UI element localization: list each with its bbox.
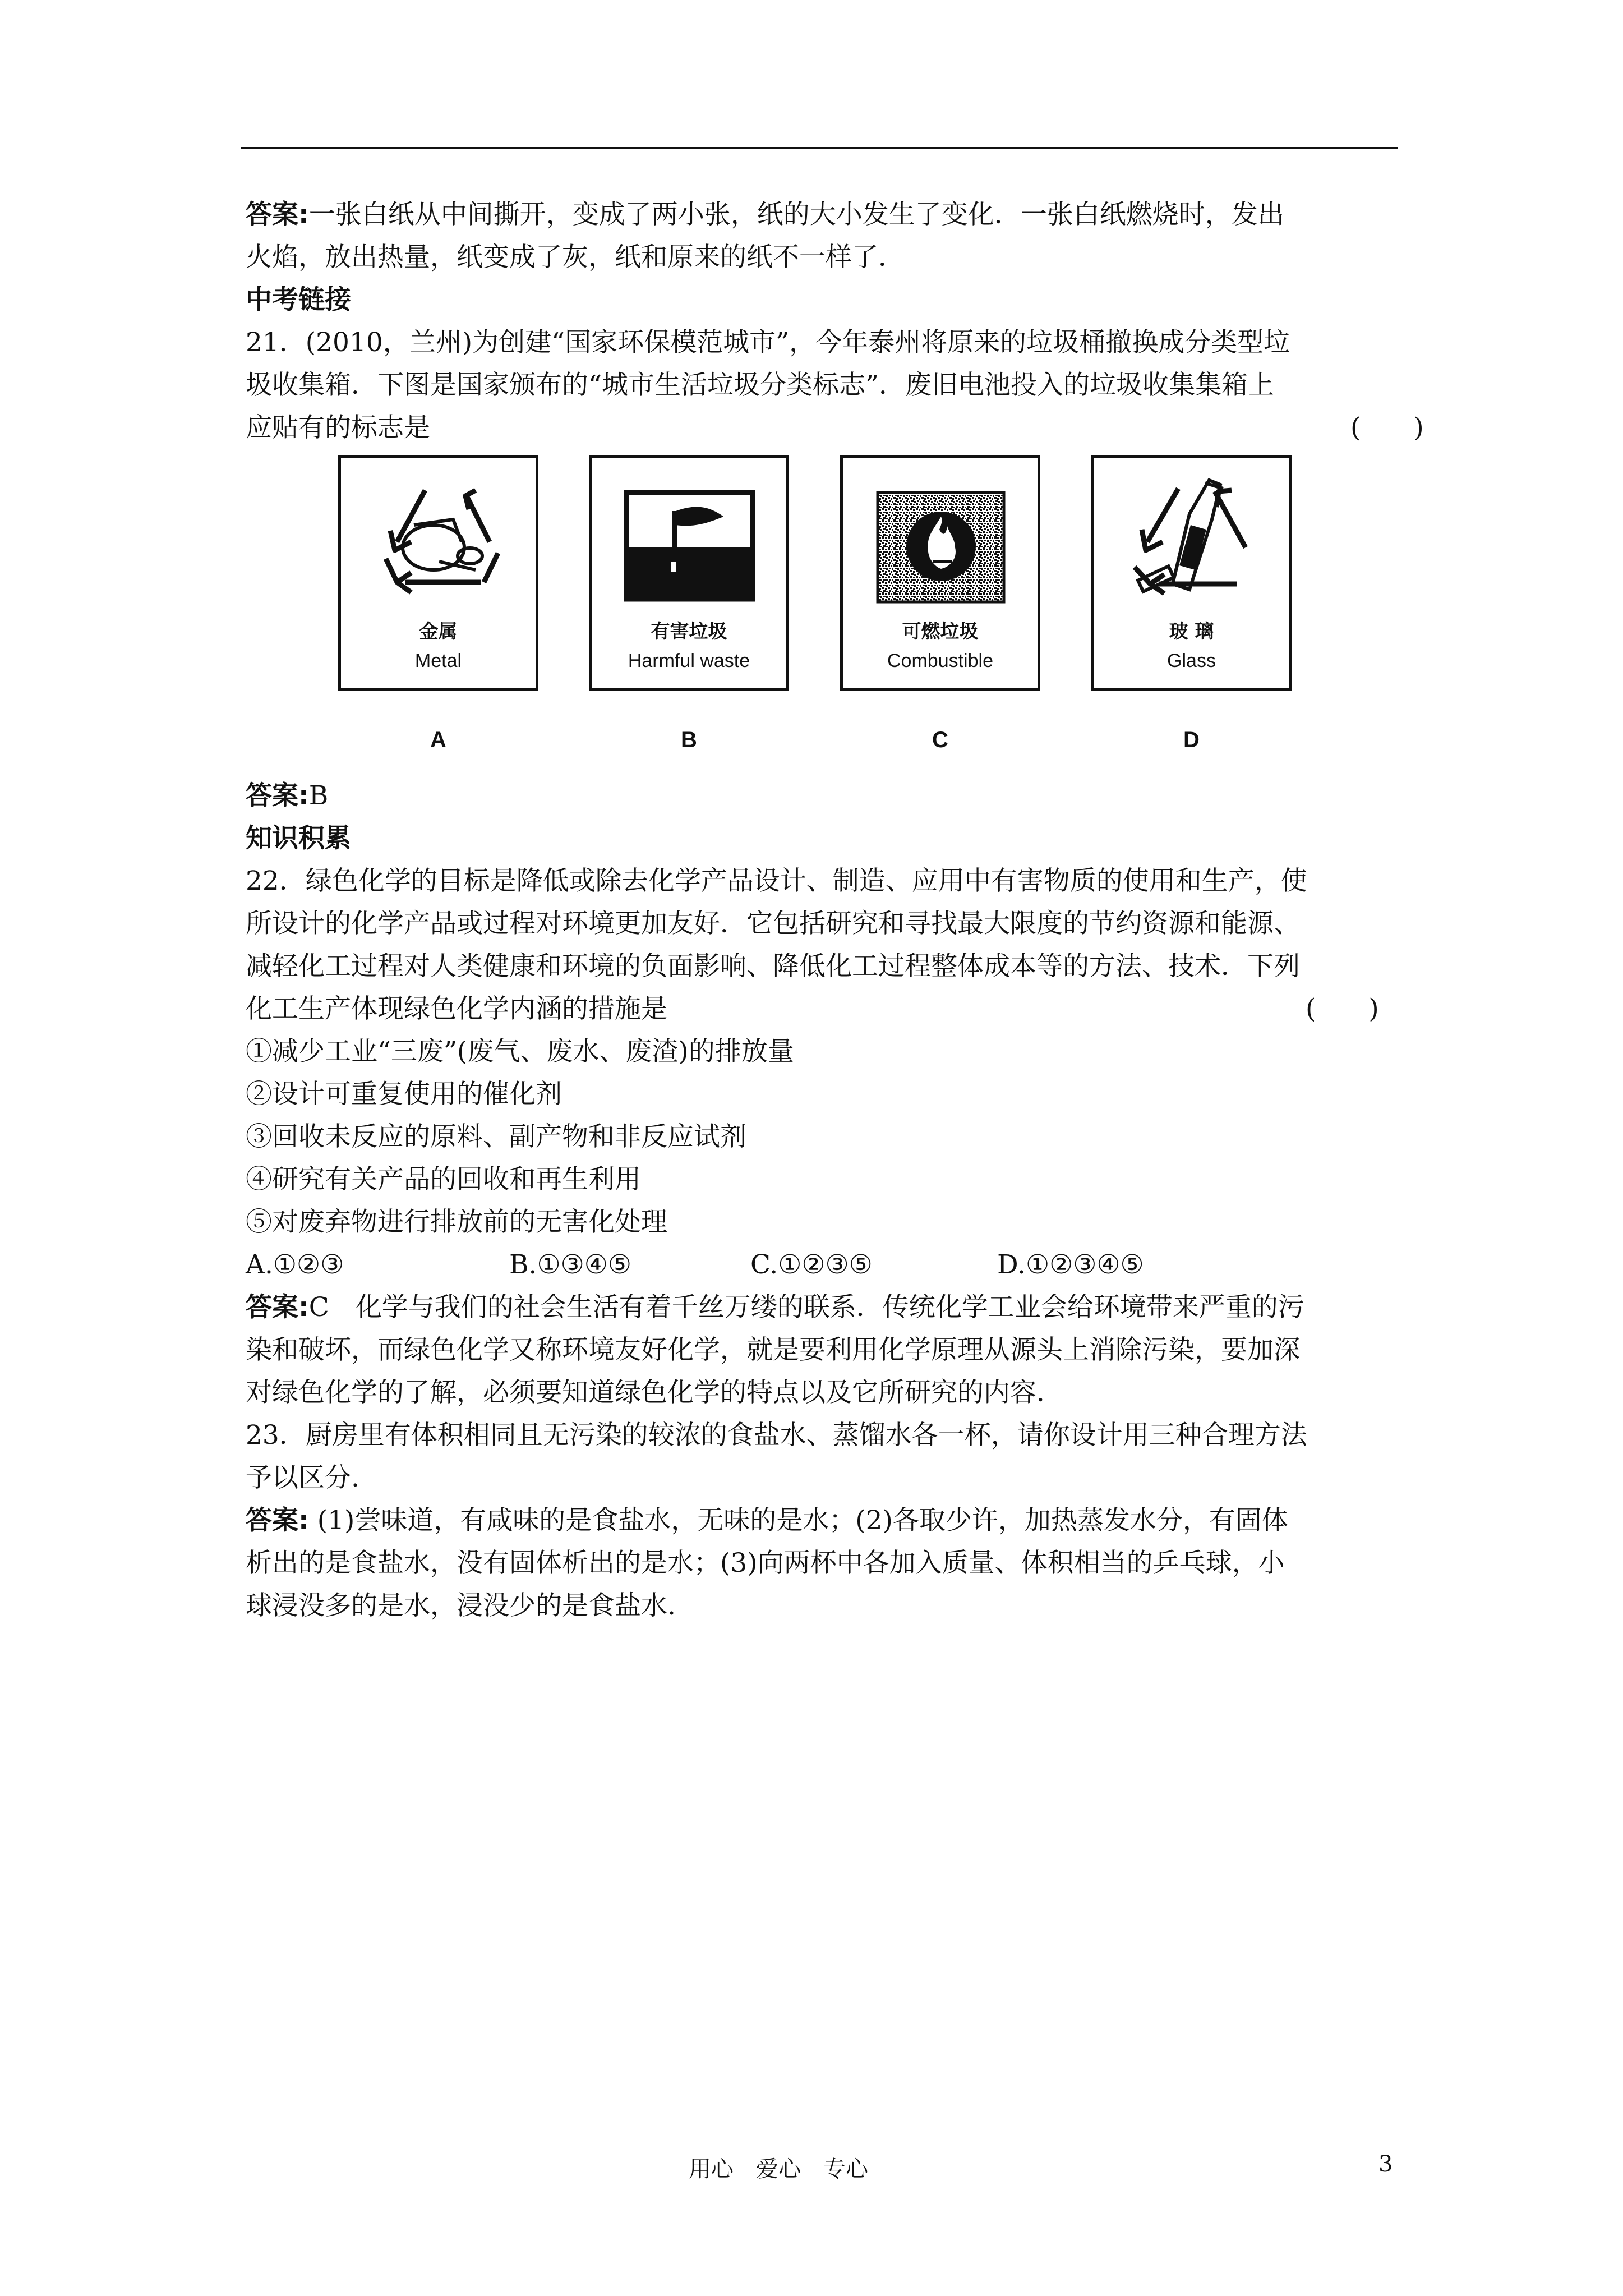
- q22-option-c: C.①②③⑤: [750, 1249, 873, 1280]
- q22-item-4: ④研究有关产品的回收和再生利用: [246, 1164, 641, 1195]
- sign-harmful-waste: [589, 455, 789, 691]
- answer-21: 答案:B: [246, 780, 329, 811]
- answer-23-line-1: 答案: (1)尝味道，有咸味的是食盐水，无味的是水；(2)各取少许，加热蒸发水分，有固体: [246, 1505, 1288, 1536]
- question-21-line-2: 圾收集箱．下图是国家颁布的“城市生活垃圾分类标志”．废旧电池投入的垃圾收集集箱上: [246, 370, 1275, 401]
- answer-label: 答案:: [246, 1505, 309, 1536]
- answer-label: 答案:: [246, 1292, 309, 1323]
- question-22-line-3: 减轻化工过程对人类健康和环境的负面影响、降低化工过程整体成本等的方法、技术．下列: [246, 951, 1300, 982]
- answer-22-line-1: 答案:C 化学与我们的社会生活有着千丝万缕的联系．传统化学工业会给环境带来严重的污: [246, 1292, 1304, 1323]
- header-rule: [241, 147, 1398, 149]
- option-letter-c: C: [932, 728, 948, 752]
- q22-option-d: D.①②③④⑤: [997, 1249, 1144, 1280]
- sign-label-en: Metal: [414, 650, 462, 671]
- page-number: 3: [1378, 2151, 1393, 2177]
- sign-metal: [338, 455, 538, 691]
- answer-23-line-2: 析出的是食盐水，没有固体析出的是水；(3)向两杯中各加入质量、体积相当的乒乓球，小: [246, 1548, 1285, 1579]
- q22-option-b: B.①③④⑤: [509, 1249, 632, 1280]
- footer-motto: 用心 爱心 专心: [689, 2156, 868, 2182]
- sign-label-en: Combustible: [887, 650, 993, 671]
- answer-22-line-3: 对绿色化学的了解，必须要知道绿色化学的特点以及它所研究的内容．: [246, 1377, 1063, 1408]
- q22-item-5: ⑤对废弃物进行排放前的无害化处理: [246, 1207, 667, 1237]
- section-heading-zhongkao: 中考链接: [246, 284, 351, 315]
- q22-item-2: ②设计可重复使用的催化剂: [246, 1079, 562, 1110]
- option-letter-a: A: [430, 728, 446, 752]
- question-22-line-4: 化工生产体现绿色化学内涵的措施是 ( ): [246, 988, 1412, 1030]
- question-21-line-1: 21．(2010，兰州)为创建“国家环保模范城市”，今年泰州将原来的垃圾桶撤换成分类型垃: [246, 327, 1290, 358]
- answer-blank-parens: ( ): [1350, 412, 1424, 443]
- sign-label-en: Harmful waste: [628, 650, 750, 671]
- sign-combustible: [840, 455, 1040, 691]
- sign-label-cn: 可燃垃圾: [902, 620, 979, 643]
- answer-20-line-2: 火焰，放出热量，纸变成了灰，纸和原来的纸不一样了．: [246, 242, 905, 273]
- sign-label-en: Glass: [1167, 650, 1216, 671]
- answer-label: 答案:: [246, 780, 309, 811]
- sign-glass: [1091, 455, 1292, 691]
- answer-22-line-2: 染和破坏，而绿色化学又称环境友好化学，就是要利用化学原理从源头上消除污染，要加深: [246, 1335, 1300, 1365]
- combustible-flame-icon: [843, 458, 1038, 615]
- answer-23-line-3: 球浸没多的是水，浸没少的是食盐水.: [246, 1590, 676, 1621]
- option-letter-b: B: [681, 728, 697, 752]
- q22-options: [246, 1244, 1412, 1286]
- sign-label-cn: 金属: [419, 620, 458, 643]
- sign-label-cn: 有害垃圾: [651, 620, 727, 643]
- q22-item-3: ③回收未反应的原料、副产物和非反应试剂: [246, 1121, 746, 1152]
- harmful-waste-flag-icon: [592, 458, 786, 615]
- option-letter-d: D: [1183, 728, 1200, 752]
- question-23-line-2: 予以区分.: [246, 1462, 359, 1493]
- answer-20-line-1: 答案:一张白纸从中间撕开，变成了两小张，纸的大小发生了变化．一张白纸燃烧时，发出: [246, 199, 1284, 230]
- waste-sign-row: [246, 455, 1412, 775]
- sign-label-cn: 玻 璃: [1169, 620, 1214, 643]
- answer-blank-parens: ( ): [1306, 993, 1379, 1024]
- q22-item-1: ①减少工业“三废”(废气、废水、废渣)的排放量: [246, 1036, 794, 1067]
- q22-option-a: A.①②③: [246, 1249, 344, 1280]
- answer-label: 答案:: [246, 199, 309, 230]
- question-21-line-3: 应贴有的标志是 ( ): [246, 407, 1412, 449]
- page-content: [246, 194, 1424, 1627]
- question-22-line-1: 22．绿色化学的目标是降低或除去化学产品设计、制造、应用中有害物质的使用和生产，使: [246, 866, 1307, 896]
- section-heading-zhishi: 知识积累: [246, 823, 351, 854]
- question-23-line-1: 23．厨房里有体积相同且无污染的较浓的食盐水、蒸馏水各一杯，请你设计用三种合理方法: [246, 1420, 1307, 1451]
- recycle-triangle-metal-icon: [341, 458, 536, 615]
- question-22-line-2: 所设计的化学产品或过程对环境更加友好．它包括研究和寻找最大限度的节约资源和能源、: [246, 908, 1300, 939]
- recycle-triangle-glass-bottle-icon: [1094, 458, 1289, 615]
